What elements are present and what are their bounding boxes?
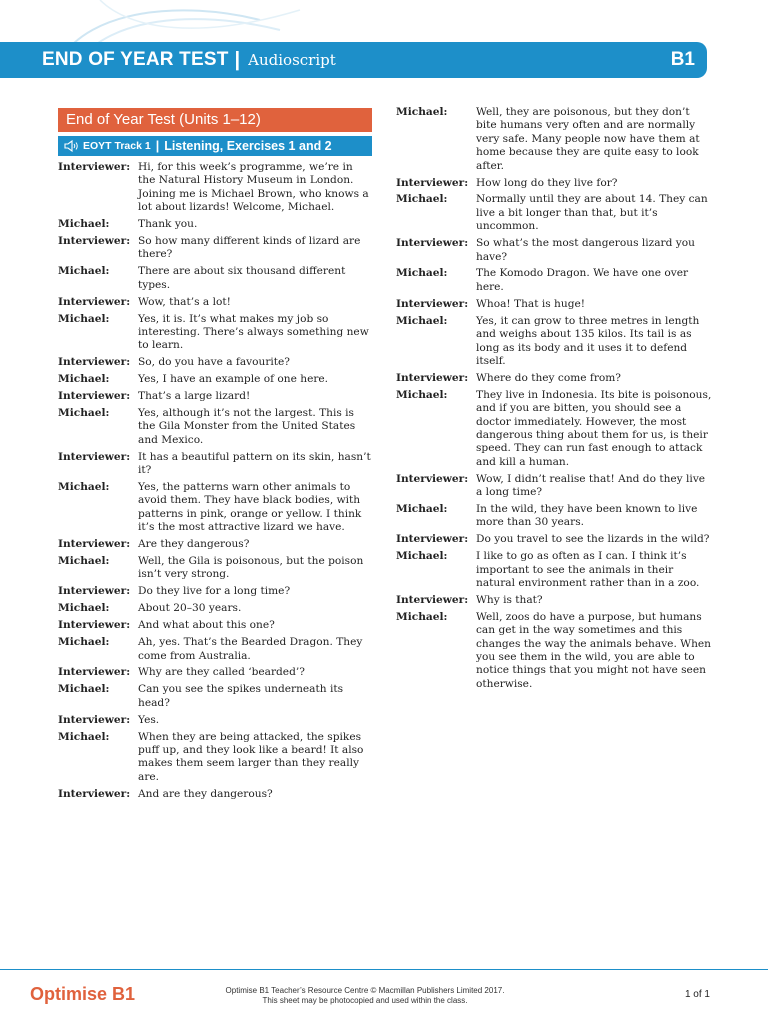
- dialogue-line: [58, 235, 372, 262]
- speaker-name: Michael:: [58, 730, 110, 743]
- speaker-name: Interviewer:: [396, 371, 469, 384]
- copyright-line: Optimise B1 Teacher’s Resource Centre © Macmillan Publishers Limited 2017.: [225, 986, 505, 995]
- dialogue-text: How long do they live for?: [476, 176, 618, 189]
- copyright-note: This sheet may be photocopied and used within the class.: [262, 996, 468, 1005]
- dialogue-list-right: [396, 106, 712, 691]
- dialogue-text: That’s a large lizard!: [138, 390, 251, 403]
- dialogue-line: [58, 619, 372, 632]
- dialogue-text: Well, they are poisonous, but they don’t bite humans very often and are normally very safe. Many people now have them at home because they are quite easy to look after.: [476, 106, 700, 172]
- dialogue-line: [58, 788, 372, 801]
- speaker-name: Interviewer:: [58, 538, 131, 551]
- speaker-name: Interviewer:: [58, 787, 131, 800]
- dialogue-line: [396, 106, 712, 173]
- dialogue-line: [396, 193, 712, 233]
- footer-brand: Optimise B1: [30, 984, 136, 1004]
- dialogue-line: [396, 237, 712, 264]
- dialogue-line: [58, 555, 372, 582]
- dialogue-line: [396, 533, 712, 546]
- dialogue-line: [58, 296, 372, 309]
- speaker-name: Interviewer:: [58, 619, 131, 632]
- dialogue-line: [58, 356, 372, 369]
- dialogue-text: It has a beautiful pattern on its skin, hasn’t it?: [138, 450, 371, 477]
- track-separator: |: [155, 139, 160, 153]
- dialogue-line: [58, 585, 372, 598]
- speaker-name: Interviewer:: [58, 713, 131, 726]
- dialogue-line: [58, 373, 372, 386]
- speaker-name: Michael:: [396, 610, 448, 623]
- dialogue-text: Yes, although it’s not the largest. This is the Gila Monster from the United States and Mexico.: [138, 407, 356, 446]
- dialogue-line: [58, 636, 372, 663]
- speaker-name: Michael:: [58, 602, 110, 615]
- dialogue-text: Do they live for a long time?: [138, 585, 291, 598]
- speaker-name: Interviewer:: [396, 593, 469, 606]
- dialogue-line: [396, 473, 712, 500]
- speaker-name: Interviewer:: [58, 450, 131, 463]
- speaker-name: Michael:: [396, 550, 448, 563]
- dialogue-line: [58, 714, 372, 727]
- speaker-icon: [64, 139, 80, 153]
- dialogue-text: They live in Indonesia. Its bite is poisonous, and if you are bitten, you should see a doctor immediately. However, the most dangerous thing about them for us, is their speed. They can run fast enough to attack and kill a human.: [476, 388, 712, 468]
- header-separator: |: [234, 48, 241, 71]
- dialogue-text: Hi, for this week’s programme, we’re in the Natural History Museum in London. Joining me is Michael Brown, who knows a lot about lizards! Welcome, Michael.: [138, 161, 369, 214]
- footer-copyright: [220, 986, 510, 1006]
- speaker-name: Michael:: [396, 267, 448, 280]
- speaker-name: Michael:: [396, 502, 448, 515]
- speaker-name: Interviewer:: [396, 176, 469, 189]
- dialogue-text: About 20–30 years.: [138, 602, 242, 615]
- dialogue-text: So how many different kinds of lizard are there?: [138, 235, 361, 261]
- dialogue-line: [396, 594, 712, 607]
- speaker-name: Interviewer:: [58, 356, 131, 369]
- dialogue-text: So, do you have a favourite?: [138, 356, 290, 369]
- dialogue-text: Can you see the spikes underneath its head?: [138, 683, 344, 709]
- dialogue-text: Well, the Gila is poisonous, but the poison isn’t very strong.: [138, 555, 364, 581]
- speaker-name: Michael:: [58, 636, 110, 649]
- dialogue-line: [58, 390, 372, 403]
- dialogue-text: In the wild, they have been known to live more than 30 years.: [476, 502, 698, 529]
- dialogue-text: Yes, it can grow to three metres in length and weighs about 135 kilos. Its tail is as long as its body and it uses it to defend itself.: [476, 314, 700, 367]
- level-badge: B1: [670, 49, 695, 70]
- speaker-name: Interviewer:: [396, 237, 469, 250]
- dialogue-text: Yes.: [138, 713, 160, 726]
- dialogue-line: [58, 313, 372, 353]
- dialogue-text: And what about this one?: [138, 619, 275, 632]
- dialogue-line: [396, 372, 712, 385]
- dialogue-text: So what’s the most dangerous lizard you have?: [476, 237, 695, 263]
- dialogue-line: [396, 177, 712, 190]
- speaker-name: Interviewer:: [396, 297, 469, 310]
- dialogue-text: Wow, I didn’t realise that! And do they live a long time?: [476, 472, 706, 499]
- dialogue-line: [58, 538, 372, 551]
- dialogue-text: The Komodo Dragon. We have one over here.: [476, 267, 689, 293]
- speaker-name: Interviewer:: [58, 161, 131, 173]
- speaker-name: Michael:: [58, 407, 110, 419]
- dialogue-text: Wow, that’s a lot!: [138, 295, 231, 308]
- dialogue-line: [58, 481, 372, 535]
- speaker-name: Interviewer:: [58, 390, 131, 403]
- speaker-name: Michael:: [58, 373, 110, 386]
- dialogue-text: Normally until they are about 14. They can live a bit longer than that, but it’s uncommon.: [476, 193, 708, 233]
- speaker-name: Michael:: [396, 106, 448, 118]
- dialogue-text: Ah, yes. That’s the Bearded Dragon. They come from Australia.: [138, 636, 363, 662]
- dialogue-line: [58, 602, 372, 615]
- dialogue-text: Yes, it is. It’s what makes my job so interesting. There’s always something new to learn.: [138, 312, 369, 352]
- dialogue-line: [58, 218, 372, 231]
- dialogue-list-left: [58, 161, 372, 801]
- speaker-name: Interviewer:: [58, 666, 131, 679]
- right-column: [396, 106, 712, 695]
- left-column: [58, 108, 372, 805]
- page-number: 1 of 1: [684, 989, 710, 1000]
- speaker-name: Michael:: [396, 314, 448, 327]
- track-label: EOYT Track 1: [83, 140, 151, 152]
- dialogue-text: Are they dangerous?: [138, 538, 250, 551]
- speaker-name: Michael:: [58, 218, 110, 231]
- dialogue-text: I like to go as often as I can. I think it’s important to see the animals in their natural environment rather than in a zoo.: [476, 550, 700, 589]
- dialogue-text: Why is that?: [476, 593, 543, 606]
- dialogue-line: [58, 265, 372, 292]
- header-bar: [0, 42, 707, 78]
- dialogue-text: There are about six thousand different types.: [138, 265, 346, 291]
- dialogue-text: Yes, the patterns warn other animals to avoid them. They have black bodies, with patterns in pink, orange or yellow. I think it’s the most attractive lizard we have.: [138, 481, 362, 534]
- dialogue-line: [396, 298, 712, 311]
- dialogue-line: [396, 503, 712, 530]
- dialogue-line: [58, 666, 372, 679]
- dialogue-line: [58, 407, 372, 447]
- track-title: Listening, Exercises 1 and 2: [164, 139, 332, 153]
- speaker-name: Interviewer:: [58, 235, 131, 248]
- speaker-name: Interviewer:: [58, 585, 131, 598]
- track-bar: [58, 136, 372, 156]
- dialogue-line: [396, 315, 712, 369]
- speaker-name: Interviewer:: [396, 472, 469, 485]
- dialogue-line: [396, 389, 712, 469]
- speaker-name: Michael:: [58, 683, 110, 696]
- dialogue-line: [58, 161, 372, 215]
- footer-divider: [0, 969, 768, 970]
- speaker-name: Michael:: [396, 388, 448, 401]
- test-title: End of Year Test (Units 1–12): [58, 108, 372, 132]
- dialogue-line: [58, 683, 372, 710]
- dialogue-text: Do you travel to see the lizards in the wild?: [476, 533, 710, 546]
- speaker-name: Michael:: [58, 312, 110, 325]
- speaker-name: Michael:: [396, 193, 448, 206]
- speaker-name: Interviewer:: [58, 295, 131, 308]
- speaker-name: Interviewer:: [396, 533, 469, 546]
- dialogue-text: Why are they called ‘bearded’?: [138, 666, 305, 679]
- dialogue-line: [396, 611, 712, 691]
- dialogue-line: [396, 267, 712, 294]
- speaker-name: Michael:: [58, 555, 110, 568]
- dialogue-text: Well, zoos do have a purpose, but humans can get in the way sometimes and this changes the way the animals behave. When you see them in the wild, you are able to notice things that you might not have seen otherwise.: [476, 610, 711, 690]
- dialogue-line: [396, 550, 712, 590]
- dialogue-line: [58, 731, 372, 785]
- dialogue-text: When they are being attacked, the spikes puff up, and they look like a beard! It also makes them seem larger than they really are.: [138, 730, 364, 783]
- speaker-name: Michael:: [58, 265, 110, 278]
- speaker-name: Michael:: [58, 481, 110, 494]
- dialogue-text: Thank you.: [138, 218, 198, 231]
- header-subtitle: Audioscript: [248, 51, 336, 69]
- dialogue-line: [58, 451, 372, 478]
- dialogue-text: And are they dangerous?: [138, 787, 273, 800]
- header-title: END OF YEAR TEST: [42, 49, 229, 70]
- dialogue-text: Whoa! That is huge!: [476, 297, 586, 310]
- dialogue-text: Where do they come from?: [476, 371, 621, 384]
- dialogue-text: Yes, I have an example of one here.: [138, 373, 329, 386]
